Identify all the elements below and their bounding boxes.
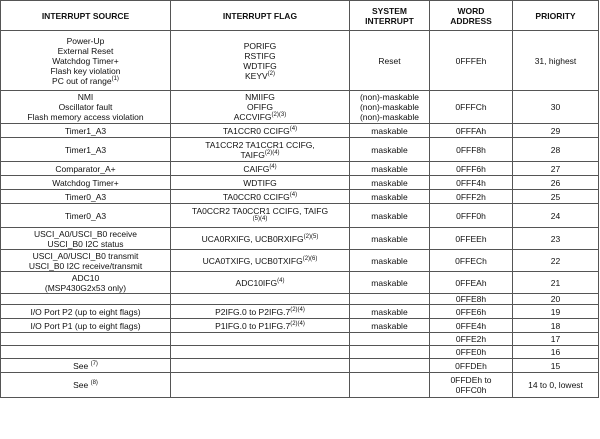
priority-cell-line: 21 — [550, 277, 561, 288]
interrupt-flag-cell-text: ACCVIFG — [233, 112, 272, 122]
interrupt-flag-cell — [171, 124, 350, 138]
word-address-cell-line: 0FFF2h — [456, 191, 486, 202]
word-address-cell — [430, 319, 513, 333]
interrupt-source-cell-line — [3, 66, 168, 76]
word-address-cell-line: 0FFEEh — [455, 233, 487, 244]
interrupt-flag-cell — [171, 176, 350, 190]
header-interrupt-source: INTERRUPT SOURCE — [1, 1, 171, 31]
interrupt-source-cell-text: Timer0_A3 — [64, 191, 107, 202]
word-address-cell — [430, 250, 513, 272]
table-row — [1, 91, 599, 124]
interrupt-source-cell-line — [3, 164, 168, 174]
interrupt-flag-cell-line — [173, 71, 347, 81]
word-address-cell — [430, 333, 513, 346]
priority-cell — [513, 190, 599, 204]
interrupt-source-cell-text: I/O Port P2 (up to eight flags) — [30, 306, 141, 317]
word-address-cell-line: 0FFE8h — [455, 294, 487, 304]
interrupt-source-cell-line — [3, 46, 168, 56]
word-address-cell-line: 0FFF0h — [456, 210, 486, 221]
word-address-cell-line: 0FFF8h — [456, 144, 486, 155]
table-row — [1, 333, 599, 346]
table-row — [1, 176, 599, 190]
word-address-cell-line: 0FFFEh — [455, 55, 487, 66]
word-address-cell — [430, 359, 513, 373]
priority-cell — [513, 124, 599, 138]
table-row — [1, 319, 599, 333]
interrupt-flag-cell — [171, 272, 350, 294]
priority-cell — [513, 373, 599, 398]
word-address-cell-line: 0FFE4h — [455, 320, 487, 331]
interrupt-source-cell-text: See — [73, 380, 91, 390]
interrupt-flag-cell-line — [173, 140, 347, 150]
interrupt-source-cell-line — [3, 239, 168, 249]
interrupt-flag-cell — [171, 294, 350, 305]
priority-cell — [513, 162, 599, 176]
interrupt-source-cell-line — [3, 145, 168, 155]
system-interrupt-cell-line: maskable — [371, 320, 408, 331]
system-interrupt-cell — [350, 294, 430, 305]
table-row — [1, 250, 599, 272]
priority-cell-line: 19 — [550, 306, 561, 317]
table-body — [1, 31, 599, 398]
interrupt-flag-cell-text: P2IFG.0 to P2IFG.7 — [215, 306, 291, 317]
interrupt-flag-cell-line — [173, 164, 347, 174]
interrupt-flag-cell-line — [173, 256, 347, 266]
interrupt-flag-cell — [171, 190, 350, 204]
system-interrupt-cell — [350, 138, 430, 162]
system-interrupt-cell-line: maskable — [371, 163, 408, 174]
priority-cell — [513, 138, 599, 162]
interrupt-flag-cell-line — [173, 321, 347, 331]
word-address-cell — [430, 272, 513, 294]
footnote-ref: (2) — [267, 70, 276, 77]
interrupt-source-cell-text: Flash key violation — [50, 65, 121, 76]
interrupt-flag-cell — [171, 250, 350, 272]
table-row — [1, 228, 599, 250]
word-address-cell — [430, 346, 513, 359]
word-address-cell — [430, 31, 513, 91]
priority-cell-line: 30 — [550, 102, 561, 112]
footnote-ref: (1) — [111, 75, 119, 82]
priority-cell-line: 25 — [550, 191, 561, 202]
interrupt-source-cell-text: External Reset — [57, 45, 114, 56]
system-interrupt-cell — [350, 204, 430, 228]
interrupt-flag-cell-line — [173, 51, 347, 61]
system-interrupt-cell — [350, 190, 430, 204]
interrupt-source-cell-line — [3, 273, 168, 283]
interrupt-flag-cell-text: NMIIFG — [245, 92, 275, 102]
priority-cell — [513, 333, 599, 346]
interrupt-source-cell-text: (MSP430G2x53 only) — [44, 282, 127, 293]
interrupt-flag-cell-line — [173, 192, 347, 202]
priority-cell-line: 31, highest — [534, 55, 577, 66]
footnote-ref: (2)(4) — [290, 320, 305, 327]
system-interrupt-cell-line: maskable — [371, 233, 408, 244]
priority-cell-line: 20 — [550, 294, 561, 304]
interrupt-flag-cell-line — [173, 126, 347, 136]
interrupt-source-cell-text: USCI_A0/USCI_B0 transmit — [32, 250, 139, 261]
system-interrupt-cell — [350, 319, 430, 333]
interrupt-flag-cell-line — [173, 61, 347, 71]
table-row — [1, 190, 599, 204]
priority-cell-line: 23 — [550, 233, 561, 244]
interrupt-flag-cell-line — [173, 92, 347, 102]
system-interrupt-cell-line: Reset — [378, 55, 401, 66]
interrupt-flag-cell-text: CAIFG — [243, 163, 270, 174]
priority-cell — [513, 204, 599, 228]
system-interrupt-cell-line: maskable — [371, 306, 408, 317]
header-address-line: ADDRESS — [450, 15, 492, 26]
table-row — [1, 162, 599, 176]
interrupt-flag-cell — [171, 333, 350, 346]
interrupt-source-cell-line — [3, 261, 168, 271]
interrupt-source-cell-text: Timer1_A3 — [64, 144, 107, 155]
table-row — [1, 31, 599, 91]
word-address-cell-line: 0FFDEh — [455, 360, 487, 371]
system-interrupt-cell-line: maskable — [371, 191, 408, 202]
footnote-ref: (4) — [269, 163, 277, 170]
interrupt-source-cell — [1, 31, 171, 91]
interrupt-source-cell-text: Flash memory access violation — [27, 112, 144, 122]
interrupt-source-cell — [1, 319, 171, 333]
interrupt-source-cell-line — [3, 102, 168, 112]
table-row — [1, 373, 599, 398]
interrupt-source-cell-line — [3, 361, 168, 371]
interrupt-source-cell-text: Oscillator fault — [58, 102, 113, 112]
word-address-cell-line: 0FFEAh — [455, 277, 487, 288]
interrupt-source-cell-line — [3, 283, 168, 293]
word-address-cell-line: 0FFC0h — [455, 385, 487, 395]
table-row — [1, 204, 599, 228]
table-row — [1, 124, 599, 138]
priority-cell-line: 17 — [550, 334, 561, 344]
system-interrupt-cell — [350, 373, 430, 398]
interrupt-flag-cell-text: P1IFG.0 to P1IFG.7 — [215, 320, 291, 331]
interrupt-source-cell-text: Power-Up — [66, 35, 105, 46]
footnote-ref: (2)(4) — [290, 306, 305, 313]
interrupt-flag-cell-text: PORIFG — [243, 40, 277, 51]
table-row — [1, 294, 599, 305]
interrupt-source-cell — [1, 333, 171, 346]
interrupt-flag-cell-line — [173, 112, 347, 122]
interrupt-flag-cell-text: TA0CCR0 CCIFG — [222, 191, 290, 202]
interrupt-source-cell-text: Comparator_A+ — [55, 163, 116, 174]
interrupt-flag-cell-line — [173, 278, 347, 288]
word-address-cell-line: 0FFE6h — [455, 306, 487, 317]
interrupt-source-cell — [1, 305, 171, 319]
interrupt-source-cell-text: ADC10 — [71, 272, 100, 283]
interrupt-flag-cell — [171, 305, 350, 319]
priority-cell-line: 14 to 0, lowest — [528, 380, 583, 390]
priority-cell — [513, 91, 599, 124]
word-address-cell — [430, 228, 513, 250]
interrupt-source-cell-text: Watchdog Timer+ — [52, 55, 119, 66]
interrupt-source-cell — [1, 91, 171, 124]
interrupt-flag-cell-text: ADC10IFG — [235, 277, 278, 288]
priority-cell — [513, 359, 599, 373]
system-interrupt-cell-line: maskable — [371, 177, 408, 188]
interrupt-source-cell — [1, 124, 171, 138]
footnote-ref: (7) — [90, 360, 98, 367]
word-address-cell-line: 0FFFAh — [455, 125, 487, 136]
word-address-cell — [430, 124, 513, 138]
interrupt-flag-cell — [171, 346, 350, 359]
interrupt-source-cell-line — [3, 178, 168, 188]
priority-cell — [513, 176, 599, 190]
interrupt-source-cell-line — [3, 126, 168, 136]
system-interrupt-cell — [350, 346, 430, 359]
interrupt-flag-cell — [171, 319, 350, 333]
header-interrupt-flag: INTERRUPT FLAG — [171, 1, 350, 31]
header-row — [1, 1, 599, 31]
priority-cell-line: 15 — [550, 360, 561, 371]
footnote-ref: (2)(5) — [303, 233, 319, 240]
interrupt-source-cell — [1, 204, 171, 228]
interrupt-source-cell-line — [3, 112, 168, 122]
word-address-cell — [430, 294, 513, 305]
interrupt-source-cell — [1, 190, 171, 204]
interrupt-source-cell — [1, 373, 171, 398]
priority-cell — [513, 272, 599, 294]
interrupt-flag-cell-text: RSTIFG — [244, 50, 276, 61]
interrupt-flag-cell — [171, 91, 350, 124]
interrupt-source-cell-line — [3, 36, 168, 46]
word-address-cell-line: 0FFFCh — [455, 102, 487, 112]
footnote-ref: (4) — [289, 125, 298, 132]
footnote-ref: (2)(6) — [302, 255, 318, 262]
priority-cell — [513, 228, 599, 250]
interrupt-source-cell-line — [3, 380, 168, 390]
system-interrupt-cell-line: maskable — [371, 277, 408, 288]
system-interrupt-cell — [350, 91, 430, 124]
interrupt-flag-cell-line — [173, 216, 347, 226]
interrupt-flag-cell-line — [173, 206, 347, 216]
system-interrupt-cell-line: (non)-maskable — [359, 92, 420, 102]
word-address-cell — [430, 162, 513, 176]
interrupt-flag-cell — [171, 138, 350, 162]
interrupt-source-cell-line — [3, 92, 168, 102]
interrupt-flag-cell-text: WDTIFG — [243, 177, 277, 188]
word-address-cell-line: 0FFE2h — [455, 334, 487, 344]
priority-cell — [513, 250, 599, 272]
priority-cell — [513, 31, 599, 91]
interrupt-flag-cell-line — [173, 307, 347, 317]
header-address-line: WORD — [457, 5, 485, 16]
system-interrupt-cell-line: maskable — [371, 255, 408, 266]
interrupt-flag-cell — [171, 31, 350, 91]
interrupt-source-cell-text: USCI_A0/USCI_B0 receive — [34, 228, 137, 239]
system-interrupt-cell — [350, 228, 430, 250]
header-system-line: INTERRUPT — [365, 15, 414, 26]
header-system-line: SYSTEM — [372, 5, 407, 16]
table-row — [1, 305, 599, 319]
interrupt-flag-cell-text: TAIFG — [240, 149, 265, 160]
interrupt-flag-cell-text: TA0CCR2 TA0CCR1 CCIFG, TAIFG — [191, 205, 329, 216]
word-address-cell-line: 0FFF4h — [456, 177, 486, 188]
interrupt-source-cell — [1, 272, 171, 294]
system-interrupt-cell — [350, 124, 430, 138]
system-interrupt-cell — [350, 333, 430, 346]
interrupt-source-cell — [1, 176, 171, 190]
interrupt-source-cell-text: USCI_B0 I2C receive/transmit — [28, 260, 143, 271]
interrupt-source-cell-line — [3, 56, 168, 66]
table-row — [1, 346, 599, 359]
footnote-ref: (2)(4) — [264, 149, 280, 156]
interrupt-source-cell-line — [3, 321, 168, 331]
word-address-cell — [430, 190, 513, 204]
priority-cell-line: 24 — [550, 210, 561, 221]
footnote-ref: (2)(3) — [271, 112, 287, 119]
interrupt-source-cell-text: PC out of range — [52, 75, 112, 86]
interrupt-source-cell-line — [3, 211, 168, 221]
header-word-address — [430, 1, 513, 31]
interrupt-flag-cell-line — [173, 150, 347, 160]
priority-cell-line: 27 — [550, 163, 561, 174]
interrupt-flag-cell-text: UCA0TXIFG, UCB0TXIFG — [202, 255, 303, 266]
interrupt-flag-cell — [171, 359, 350, 373]
word-address-cell — [430, 91, 513, 124]
system-interrupt-cell-line: maskable — [371, 144, 408, 155]
interrupt-flag-cell-text: KEYV — [244, 70, 268, 81]
priority-cell — [513, 305, 599, 319]
system-interrupt-cell — [350, 31, 430, 91]
interrupt-flag-cell — [171, 228, 350, 250]
priority-cell — [513, 294, 599, 305]
footnote-ref: (8) — [90, 380, 98, 387]
system-interrupt-cell — [350, 176, 430, 190]
system-interrupt-cell — [350, 359, 430, 373]
footnote-ref: (4) — [277, 277, 285, 284]
word-address-cell-line: 0FFECh — [455, 255, 487, 266]
priority-cell-line: 29 — [550, 125, 561, 136]
interrupt-flag-cell-line — [173, 41, 347, 51]
word-address-cell-line: 0FFE0h — [455, 347, 487, 357]
table-row — [1, 138, 599, 162]
table-row — [1, 359, 599, 373]
interrupt-flag-cell — [171, 162, 350, 176]
word-address-cell — [430, 305, 513, 319]
priority-cell-line: 26 — [550, 177, 561, 188]
priority-cell-line: 18 — [550, 320, 561, 331]
system-interrupt-cell — [350, 272, 430, 294]
footnote-ref: (5)(4) — [252, 215, 268, 222]
interrupt-source-cell-text: See — [73, 360, 91, 371]
interrupt-source-cell — [1, 250, 171, 272]
word-address-cell-line: 0FFF6h — [456, 163, 486, 174]
interrupt-source-cell — [1, 346, 171, 359]
header-system-interrupt — [350, 1, 430, 31]
interrupt-source-cell-line — [3, 76, 168, 86]
interrupt-source-cell-text: NMI — [77, 92, 94, 102]
word-address-cell — [430, 204, 513, 228]
system-interrupt-cell — [350, 250, 430, 272]
header-priority: PRIORITY — [513, 1, 599, 31]
interrupt-source-cell-line — [3, 229, 168, 239]
interrupt-flag-cell-text: TA1CCR0 CCIFG — [222, 125, 290, 136]
word-address-cell — [430, 176, 513, 190]
system-interrupt-cell-line: maskable — [371, 210, 408, 221]
interrupt-source-cell — [1, 294, 171, 305]
interrupt-flag-cell — [171, 204, 350, 228]
interrupt-source-cell-line — [3, 251, 168, 261]
interrupt-flag-cell-text: UCA0RXIFG, UCB0RXIFG — [201, 233, 304, 244]
interrupt-source-cell — [1, 228, 171, 250]
interrupt-flag-cell-text: OFIFG — [247, 102, 273, 112]
priority-cell-line: 16 — [550, 347, 561, 357]
priority-cell-line: 22 — [550, 255, 561, 266]
interrupt-source-cell-text: I/O Port P1 (up to eight flags) — [30, 320, 141, 331]
system-interrupt-cell — [350, 305, 430, 319]
interrupt-source-cell-text: Timer1_A3 — [64, 125, 107, 136]
priority-cell — [513, 319, 599, 333]
interrupt-flag-cell-text: TA1CCR2 TA1CCR1 CCIFG, — [205, 139, 315, 150]
interrupt-source-cell-line — [3, 192, 168, 202]
interrupt-source-cell-text: Timer0_A3 — [64, 210, 107, 221]
footnote-ref: (4) — [289, 191, 298, 198]
priority-cell-line: 28 — [550, 144, 561, 155]
table-row — [1, 272, 599, 294]
interrupt-source-cell — [1, 359, 171, 373]
interrupt-source-cell-line — [3, 307, 168, 317]
interrupt-flag-cell-text: WDTIFG — [243, 60, 277, 71]
interrupt-flag-cell-line — [173, 102, 347, 112]
interrupt-flag-cell-line — [173, 234, 347, 244]
word-address-cell — [430, 373, 513, 398]
interrupt-source-cell-text: USCI_B0 I2C status — [47, 238, 124, 249]
interrupt-source-cell-text: Watchdog Timer+ — [52, 177, 119, 188]
interrupt-flag-cell — [171, 373, 350, 398]
system-interrupt-cell-line: (non)-maskable — [359, 112, 420, 122]
interrupt-source-cell — [1, 162, 171, 176]
system-interrupt-cell-line: (non)-maskable — [359, 102, 420, 112]
interrupt-flag-cell-line — [173, 178, 347, 188]
word-address-cell — [430, 138, 513, 162]
priority-cell — [513, 346, 599, 359]
system-interrupt-cell-line: maskable — [371, 125, 408, 136]
interrupt-source-cell — [1, 138, 171, 162]
system-interrupt-cell — [350, 162, 430, 176]
word-address-cell-line: 0FFDEh to — [450, 375, 492, 385]
